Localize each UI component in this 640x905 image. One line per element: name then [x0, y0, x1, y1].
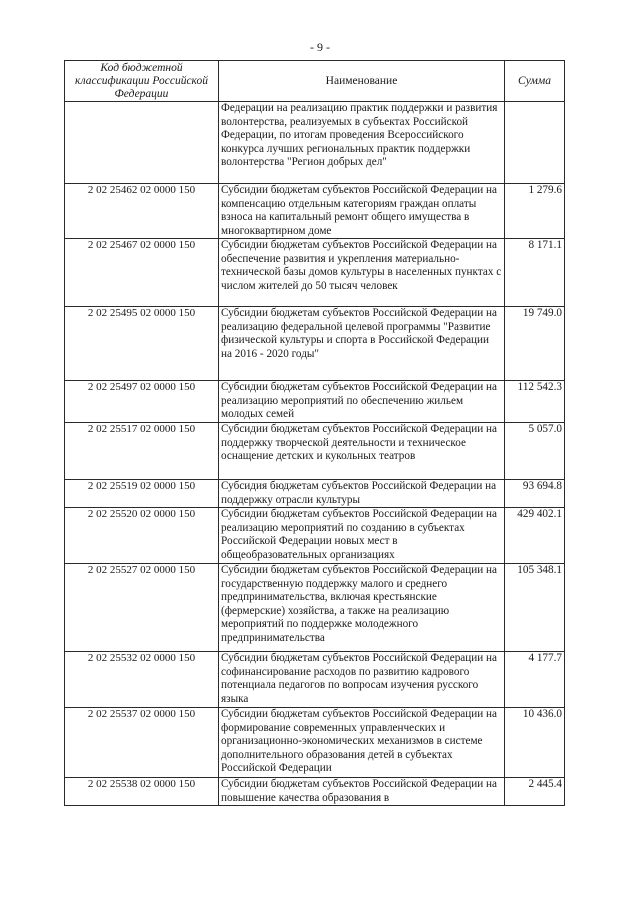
row-amount: 10 436.0 — [505, 708, 565, 778]
header-code: Код бюджетной классификации Российской Федерации — [65, 61, 219, 102]
table-row — [65, 564, 565, 652]
row-code: 2 02 25462 02 0000 150 — [65, 184, 219, 239]
table-row — [65, 239, 565, 307]
row-name: Субсидии бюджетам субъектов Российской Федерации на обеспечение развития и укрепления материально-технической базы домов культуры в населенных пунктах с числом жителей до 50 тысяч человек — [219, 239, 505, 307]
table-row — [65, 480, 565, 508]
header-name: Наименование — [219, 61, 505, 102]
table-row — [65, 381, 565, 423]
table-row — [65, 102, 565, 184]
row-name: Субсидии бюджетам субъектов Российской Федерации на повышение качества образования в — [219, 778, 505, 806]
row-code: 2 02 25532 02 0000 150 — [65, 652, 219, 708]
row-amount: 429 402.1 — [505, 508, 565, 564]
row-code: 2 02 25527 02 0000 150 — [65, 564, 219, 652]
budget-table — [64, 60, 565, 806]
row-amount: 4 177.7 — [505, 652, 565, 708]
row-code: 2 02 25537 02 0000 150 — [65, 708, 219, 778]
row-amount: 5 057.0 — [505, 423, 565, 480]
row-name: Субсидии бюджетам субъектов Российской Федерации на компенсацию отдельным категориям граждан оплаты взноса на капитальный ремонт общего имущества в многоквартирном доме — [219, 184, 505, 239]
row-amount: 8 171.1 — [505, 239, 565, 307]
row-name: Субсидии бюджетам субъектов Российской Федерации на поддержку творческой деятельности и техническое оснащение детских и кукольных театров — [219, 423, 505, 480]
row-code: 2 02 25497 02 0000 150 — [65, 381, 219, 423]
row-name: Федерации на реализацию практик поддержки и развития волонтерства, реализуемых в субъектах Российской Федерации, по итогам проведения Всероссийского конкурса лучших региональных практик поддержки волонтерства "Регион добрых дел" — [219, 102, 505, 184]
table-row — [65, 423, 565, 480]
row-amount: 93 694.8 — [505, 480, 565, 508]
header-amount: Сумма — [505, 61, 565, 102]
row-name: Субсидии бюджетам субъектов Российской Федерации на реализацию федеральной целевой программы "Развитие физической культуры и спорта в Российской Федерации на 2016 - 2020 годы" — [219, 307, 505, 381]
row-code: 2 02 25538 02 0000 150 — [65, 778, 219, 806]
row-code: 2 02 25517 02 0000 150 — [65, 423, 219, 480]
row-name: Субсидии бюджетам субъектов Российской Федерации на государственную поддержку малого и среднего предпринимательства, включая крестьянские (фермерские) хозяйства, а также на реализацию мероприятий по поддержке молодежного предпринимательства — [219, 564, 505, 652]
table-row — [65, 307, 565, 381]
row-code: 2 02 25467 02 0000 150 — [65, 239, 219, 307]
row-name: Субсидии бюджетам субъектов Российской Федерации на реализацию мероприятий по обеспечению жильем молодых семей — [219, 381, 505, 423]
table-row — [65, 778, 565, 806]
row-name: Субсидия бюджетам субъектов Российской Федерации на поддержку отрасли культуры — [219, 480, 505, 508]
row-name: Субсидии бюджетам субъектов Российской Федерации на формирование современных управленческих и организационно-экономических механизмов в системе дополнительного образования детей в субъектах Российской Федерации — [219, 708, 505, 778]
table-header-row — [65, 61, 565, 102]
table-row — [65, 508, 565, 564]
row-amount: 1 279.6 — [505, 184, 565, 239]
row-name: Субсидии бюджетам субъектов Российской Федерации на реализацию мероприятий по созданию в субъектах Российской Федерации новых мест в общеобразовательных организациях — [219, 508, 505, 564]
row-code — [65, 102, 219, 184]
page-number: - 9 - — [310, 40, 330, 54]
row-amount — [505, 102, 565, 184]
row-name: Субсидии бюджетам субъектов Российской Федерации на софинансирование расходов по развитию кадрового потенциала педагогов по вопросам изучения русского языка — [219, 652, 505, 708]
row-amount: 19 749.0 — [505, 307, 565, 381]
table-row — [65, 184, 565, 239]
row-code: 2 02 25495 02 0000 150 — [65, 307, 219, 381]
row-code: 2 02 25519 02 0000 150 — [65, 480, 219, 508]
table-row — [65, 708, 565, 778]
table-row — [65, 652, 565, 708]
row-amount: 105 348.1 — [505, 564, 565, 652]
row-code: 2 02 25520 02 0000 150 — [65, 508, 219, 564]
row-amount: 2 445.4 — [505, 778, 565, 806]
row-amount: 112 542.3 — [505, 381, 565, 423]
